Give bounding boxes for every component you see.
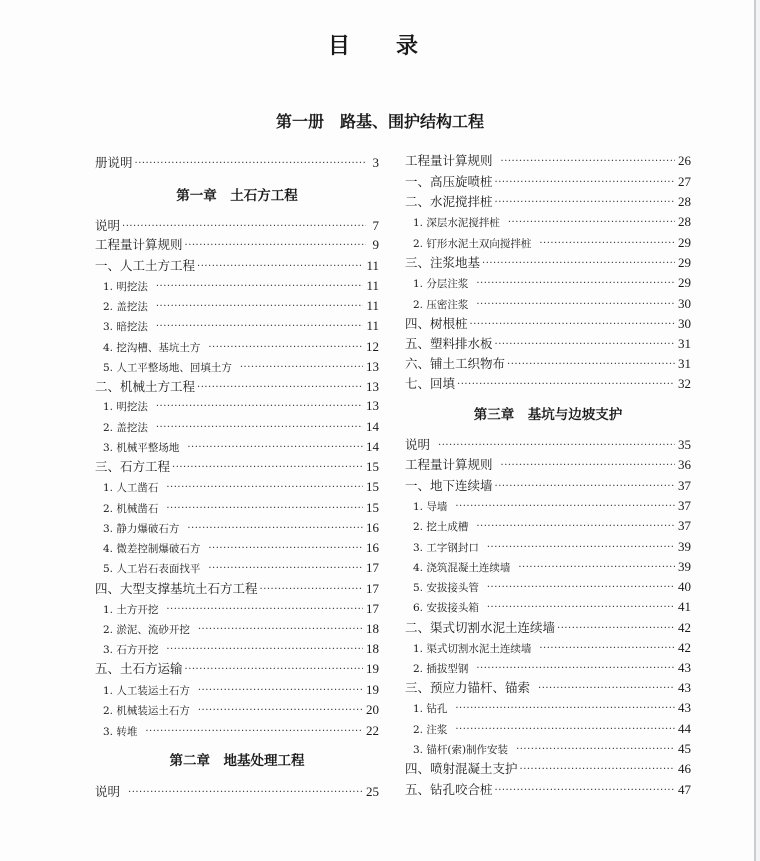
toc-page-number: 27 [678,174,691,189]
toc-subentry[interactable] [103,600,379,618]
toc-entry-label: 工程量计算规则 [405,153,493,168]
toc-page-number: 39 [678,539,691,554]
toc-page-number: 43 [678,680,691,695]
toc-page-number: 32 [678,376,691,391]
toc-page-number: 7 [372,218,379,233]
dot-leader [482,255,675,273]
toc-subentry[interactable] [103,358,379,376]
toc-entry-label: 2. 注浆 [413,724,448,736]
toc-entry-label: 5. 人工平整场地、回填土方 [103,362,232,374]
toc-subentry[interactable] [103,499,379,517]
dot-leader [156,398,363,416]
toc-entry-label: 三、预应力锚杆、锚索 [405,680,531,695]
toc-entry-label: 1. 土方开挖 [103,604,159,616]
toc-subentry[interactable] [103,297,379,315]
toc-entry[interactable] [405,375,691,393]
toc-entry[interactable] [405,335,691,353]
toc-entry-label: 4. 浇筑混凝土连续墙 [413,562,511,574]
toc-subentry[interactable] [103,722,379,740]
dot-leader [495,782,675,800]
toc-entry-label: 5. 人工岩石表面找平 [103,563,201,575]
toc-page-number: 15 [366,479,379,494]
toc-subentry[interactable] [103,640,379,658]
toc-page-number: 3 [372,155,379,170]
dot-leader [172,459,363,477]
toc-page-number: 37 [678,518,691,533]
dot-leader [455,721,675,739]
toc-page-number: 35 [678,437,691,452]
toc-entry-label: 三、注浆地基 [405,255,481,270]
toc-entry-label: 1. 深层水泥搅拌桩 [413,217,500,229]
toc-page-number: 29 [678,235,691,250]
toc-entry-label: 六、铺土工织物布 [405,356,506,371]
dot-leader [476,275,675,293]
toc-entry-label: 说明 [95,784,121,799]
toc-entry-label: 五、塑料排水板 [405,336,493,351]
dot-leader [208,339,363,357]
toc-entry-label: 4. 挖沟槽、基坑土方 [103,342,201,354]
dot-leader [520,761,675,779]
toc-entry-label: 一、人工土方工程 [95,258,196,273]
dot-leader [487,579,675,597]
toc-entry-label: 二、水泥搅拌桩 [405,194,493,209]
toc-entry-label: 6. 安拔接头箱 [413,602,479,614]
dot-leader [487,599,675,617]
dot-leader [197,379,363,397]
toc-entry-label: 2. 钉形水泥土双向搅拌桩 [413,238,532,250]
toc-entry[interactable] [405,477,691,495]
toc-subentry[interactable] [103,397,379,415]
toc-page-number: 16 [366,520,379,535]
toc-entry-label: 3. 石方开挖 [103,644,159,656]
toc-subentry[interactable] [413,578,691,596]
toc-subentry[interactable] [413,659,691,677]
toc-page-number: 37 [678,498,691,513]
toc-entry-label: 说明 [405,437,431,452]
toc-subentry[interactable] [103,438,379,456]
toc-page-number: 39 [678,559,691,574]
toc-subentry[interactable] [413,538,691,556]
toc-subentry[interactable] [103,539,379,557]
toc-page-number: 11 [366,258,379,273]
toc-entry[interactable] [405,456,691,474]
toc-page-number: 22 [366,723,379,738]
toc-entry[interactable] [405,152,691,170]
toc-page-number: 40 [678,579,691,594]
toc-subentry[interactable] [413,558,691,576]
toc-entry-label: 2. 盖挖法 [103,422,148,434]
toc-subentry[interactable] [103,681,379,699]
toc-title: 目录 [327,34,464,59]
dot-leader [495,194,675,212]
toc-subentry[interactable] [413,740,691,758]
toc-entry[interactable] [405,355,691,373]
dot-leader [455,498,675,516]
dot-leader [156,278,364,296]
toc-entry-label: 2. 挖土成槽 [413,521,469,533]
toc-page-number: 30 [678,316,691,331]
toc-page-number: 11 [366,278,379,293]
toc-subentry[interactable] [413,598,691,616]
toc-entry[interactable] [95,783,379,801]
toc-page-number: 19 [366,661,379,676]
toc-page-number: 9 [372,237,379,252]
toc-entry-label: 1. 钻孔 [413,703,448,715]
toc-subentry[interactable] [103,620,379,638]
toc-page-number: 29 [678,275,691,290]
toc-entry-label: 1. 明挖法 [103,401,148,413]
dot-leader [495,478,675,496]
dot-leader [507,356,675,374]
toc-entry-label: 1. 渠式切割水泥土连续墙 [413,643,532,655]
toc-subentry[interactable] [413,213,691,231]
toc-entry-label: 3. 转堆 [103,726,138,738]
toc-entry-label: 工程量计算规则 [405,457,493,472]
toc-page-number: 37 [678,478,691,493]
toc-page-number: 28 [678,214,691,229]
dot-leader [487,539,675,557]
toc-page-number: 45 [678,741,691,756]
toc-entry[interactable] [405,679,691,697]
toc-subentry[interactable] [413,517,691,535]
toc-entry[interactable] [405,781,691,799]
dot-leader [185,237,366,255]
toc-entry-label: 二、渠式切割水泥土连续墙 [405,620,556,635]
toc-entry-label: 三、石方工程 [95,459,171,474]
dot-leader [476,660,675,678]
dot-leader [539,640,675,658]
dot-leader [539,235,675,253]
chapter-heading: 第三章 基坑与边坡支护 [473,407,623,423]
toc-entry[interactable] [405,173,691,191]
toc-entry-label: 3. 暗挖法 [103,321,148,333]
toc-page-number: 17 [366,560,379,575]
dot-leader [557,620,675,638]
dot-leader [198,682,363,700]
toc-subentry[interactable] [413,295,691,313]
toc-entry-label: 2. 机械装运土石方 [103,705,190,717]
toc-subentry[interactable] [413,699,691,717]
toc-subentry[interactable] [103,478,379,496]
toc-entry[interactable] [405,760,691,778]
dot-leader [508,214,675,232]
dot-leader [457,376,675,394]
toc-page-number: 30 [678,296,691,311]
dot-leader [518,559,675,577]
dot-leader [156,419,363,437]
toc-page-number: 26 [678,153,691,168]
chapter-heading: 第一章 土石方工程 [176,188,298,204]
toc-page-number: 18 [366,641,379,656]
dot-leader [198,621,363,639]
dot-leader [145,723,363,741]
dot-leader [501,457,675,475]
toc-subentry[interactable] [103,338,379,356]
toc-entry-label: 说明 [95,218,121,233]
toc-entry-label: 2. 机械凿石 [103,503,159,515]
toc-entry-label: 二、机械土方工程 [95,379,196,394]
toc-entry[interactable] [95,580,379,598]
dot-leader [166,641,363,659]
volume-title: 第一册 路基、围护结构工程 [275,112,484,131]
toc-entry-label: 2. 插拔型钢 [413,663,469,675]
toc-entry-label: 3. 锚杆(索)制作安装 [413,744,509,756]
toc-entry-label: 四、喷射混凝土支护 [405,761,518,776]
toc-page-number: 47 [678,782,691,797]
toc-entry[interactable] [95,154,379,172]
toc-entry-label: 3. 机械平整场地 [103,442,180,454]
toc-subentry[interactable] [103,701,379,719]
dot-leader [122,218,366,236]
toc-page-number: 31 [678,336,691,351]
dot-leader [156,298,364,316]
toc-entry[interactable] [405,254,691,272]
toc-page-number: 17 [366,581,379,596]
dot-leader [260,581,363,599]
toc-subentry[interactable] [103,519,379,537]
toc-entry-label: 1. 人工凿石 [103,482,159,494]
dot-leader [198,702,363,720]
toc-page-number: 15 [366,500,379,515]
dot-leader [208,540,363,558]
toc-page-number: 14 [366,419,379,434]
dot-leader [495,336,675,354]
toc-page-number: 16 [366,540,379,555]
dot-leader [197,258,363,276]
toc-page-number: 31 [678,356,691,371]
toc-subentry[interactable] [413,274,691,292]
toc-page-number: 20 [366,702,379,717]
toc-entry[interactable] [405,436,691,454]
chapter-heading: 第二章 地基处理工程 [169,753,305,769]
toc-page-number: 11 [366,318,379,333]
dot-leader [501,153,675,171]
toc-subentry[interactable] [103,418,379,436]
dot-leader [166,479,363,497]
dot-leader [187,520,363,538]
dot-leader [476,296,675,314]
toc-page-number: 18 [366,621,379,636]
toc-subentry[interactable] [413,234,691,252]
toc-page-number: 25 [366,784,379,799]
toc-page-number: 28 [678,194,691,209]
toc-page-number: 29 [678,255,691,270]
toc-page-number: 15 [366,459,379,474]
toc-entry-label: 五、钻孔咬合桩 [405,782,493,797]
toc-subentry[interactable] [103,317,379,335]
dot-leader [156,318,364,336]
toc-entry-label: 2. 淤泥、流砂开挖 [103,624,190,636]
toc-entry-label: 一、地下连续墙 [405,478,493,493]
dot-leader [438,437,675,455]
toc-page-number: 11 [366,298,379,313]
toc-page-number: 13 [366,398,379,413]
toc-entry-label: 1. 明挖法 [103,281,148,293]
dot-leader [166,500,363,518]
toc-subentry[interactable] [413,720,691,738]
toc-page-number: 46 [678,761,691,776]
dot-leader [495,174,675,192]
dot-leader [476,518,675,536]
toc-page-number: 13 [366,359,379,374]
toc-entry[interactable] [405,315,691,333]
toc-entry-label: 四、树根桩 [405,316,468,331]
toc-entry-label: 4. 微差控制爆破石方 [103,543,201,555]
toc-page-number: 43 [678,660,691,675]
toc-entry-label: 2. 盖挖法 [103,301,148,313]
dot-leader [185,661,363,679]
toc-entry-label: 1. 导墙 [413,501,448,513]
toc-entry[interactable] [95,257,379,275]
toc-subentry[interactable] [413,639,691,657]
toc-page-number: 42 [678,640,691,655]
dot-leader [187,439,363,457]
dot-leader [455,700,675,718]
dot-leader [538,680,675,698]
toc-entry-label: 工程量计算规则 [95,237,183,252]
toc-entry[interactable] [95,660,379,678]
toc-page-number: 43 [678,700,691,715]
toc-page-number: 42 [678,620,691,635]
toc-page-number: 17 [366,601,379,616]
dot-leader [240,359,363,377]
toc-entry-label: 3. 静力爆破石方 [103,523,180,535]
toc-page-number: 14 [366,439,379,454]
toc-entry[interactable] [95,458,379,476]
toc-entry[interactable] [405,619,691,637]
toc-entry[interactable] [95,378,379,396]
toc-entry-label: 四、大型支撑基坑土石方工程 [95,581,258,596]
toc-subentry[interactable] [413,497,691,515]
toc-entry-label: 1. 分层注浆 [413,278,469,290]
dot-leader [128,784,363,802]
toc-page-number: 12 [366,339,379,354]
toc-entry-label: 5. 安拔接头管 [413,582,479,594]
toc-page-number: 13 [366,379,379,394]
dot-leader [516,741,675,759]
toc-page-number: 44 [678,721,691,736]
toc-page-number: 41 [678,599,691,614]
dot-leader [208,560,363,578]
dot-leader [470,316,675,334]
toc-subentry[interactable] [103,277,379,295]
toc-entry[interactable] [95,236,379,254]
toc-entry-label: 2. 压密注浆 [413,299,469,311]
dot-leader [135,155,366,173]
toc-entry-label: 册说明 [95,155,133,170]
toc-page-number: 36 [678,457,691,472]
toc-page-number: 19 [366,682,379,697]
toc-subentry[interactable] [103,559,379,577]
toc-entry[interactable] [405,193,691,211]
toc-entry-label: 七、回填 [405,376,456,391]
dot-leader [166,601,363,619]
toc-entry-label: 3. 工字钢封口 [413,542,479,554]
toc-entry-label: 一、高压旋喷桩 [405,174,493,189]
toc-entry[interactable] [95,217,379,235]
toc-entry-label: 1. 人工装运土石方 [103,685,190,697]
toc-entry-label: 五、土石方运输 [95,661,183,676]
